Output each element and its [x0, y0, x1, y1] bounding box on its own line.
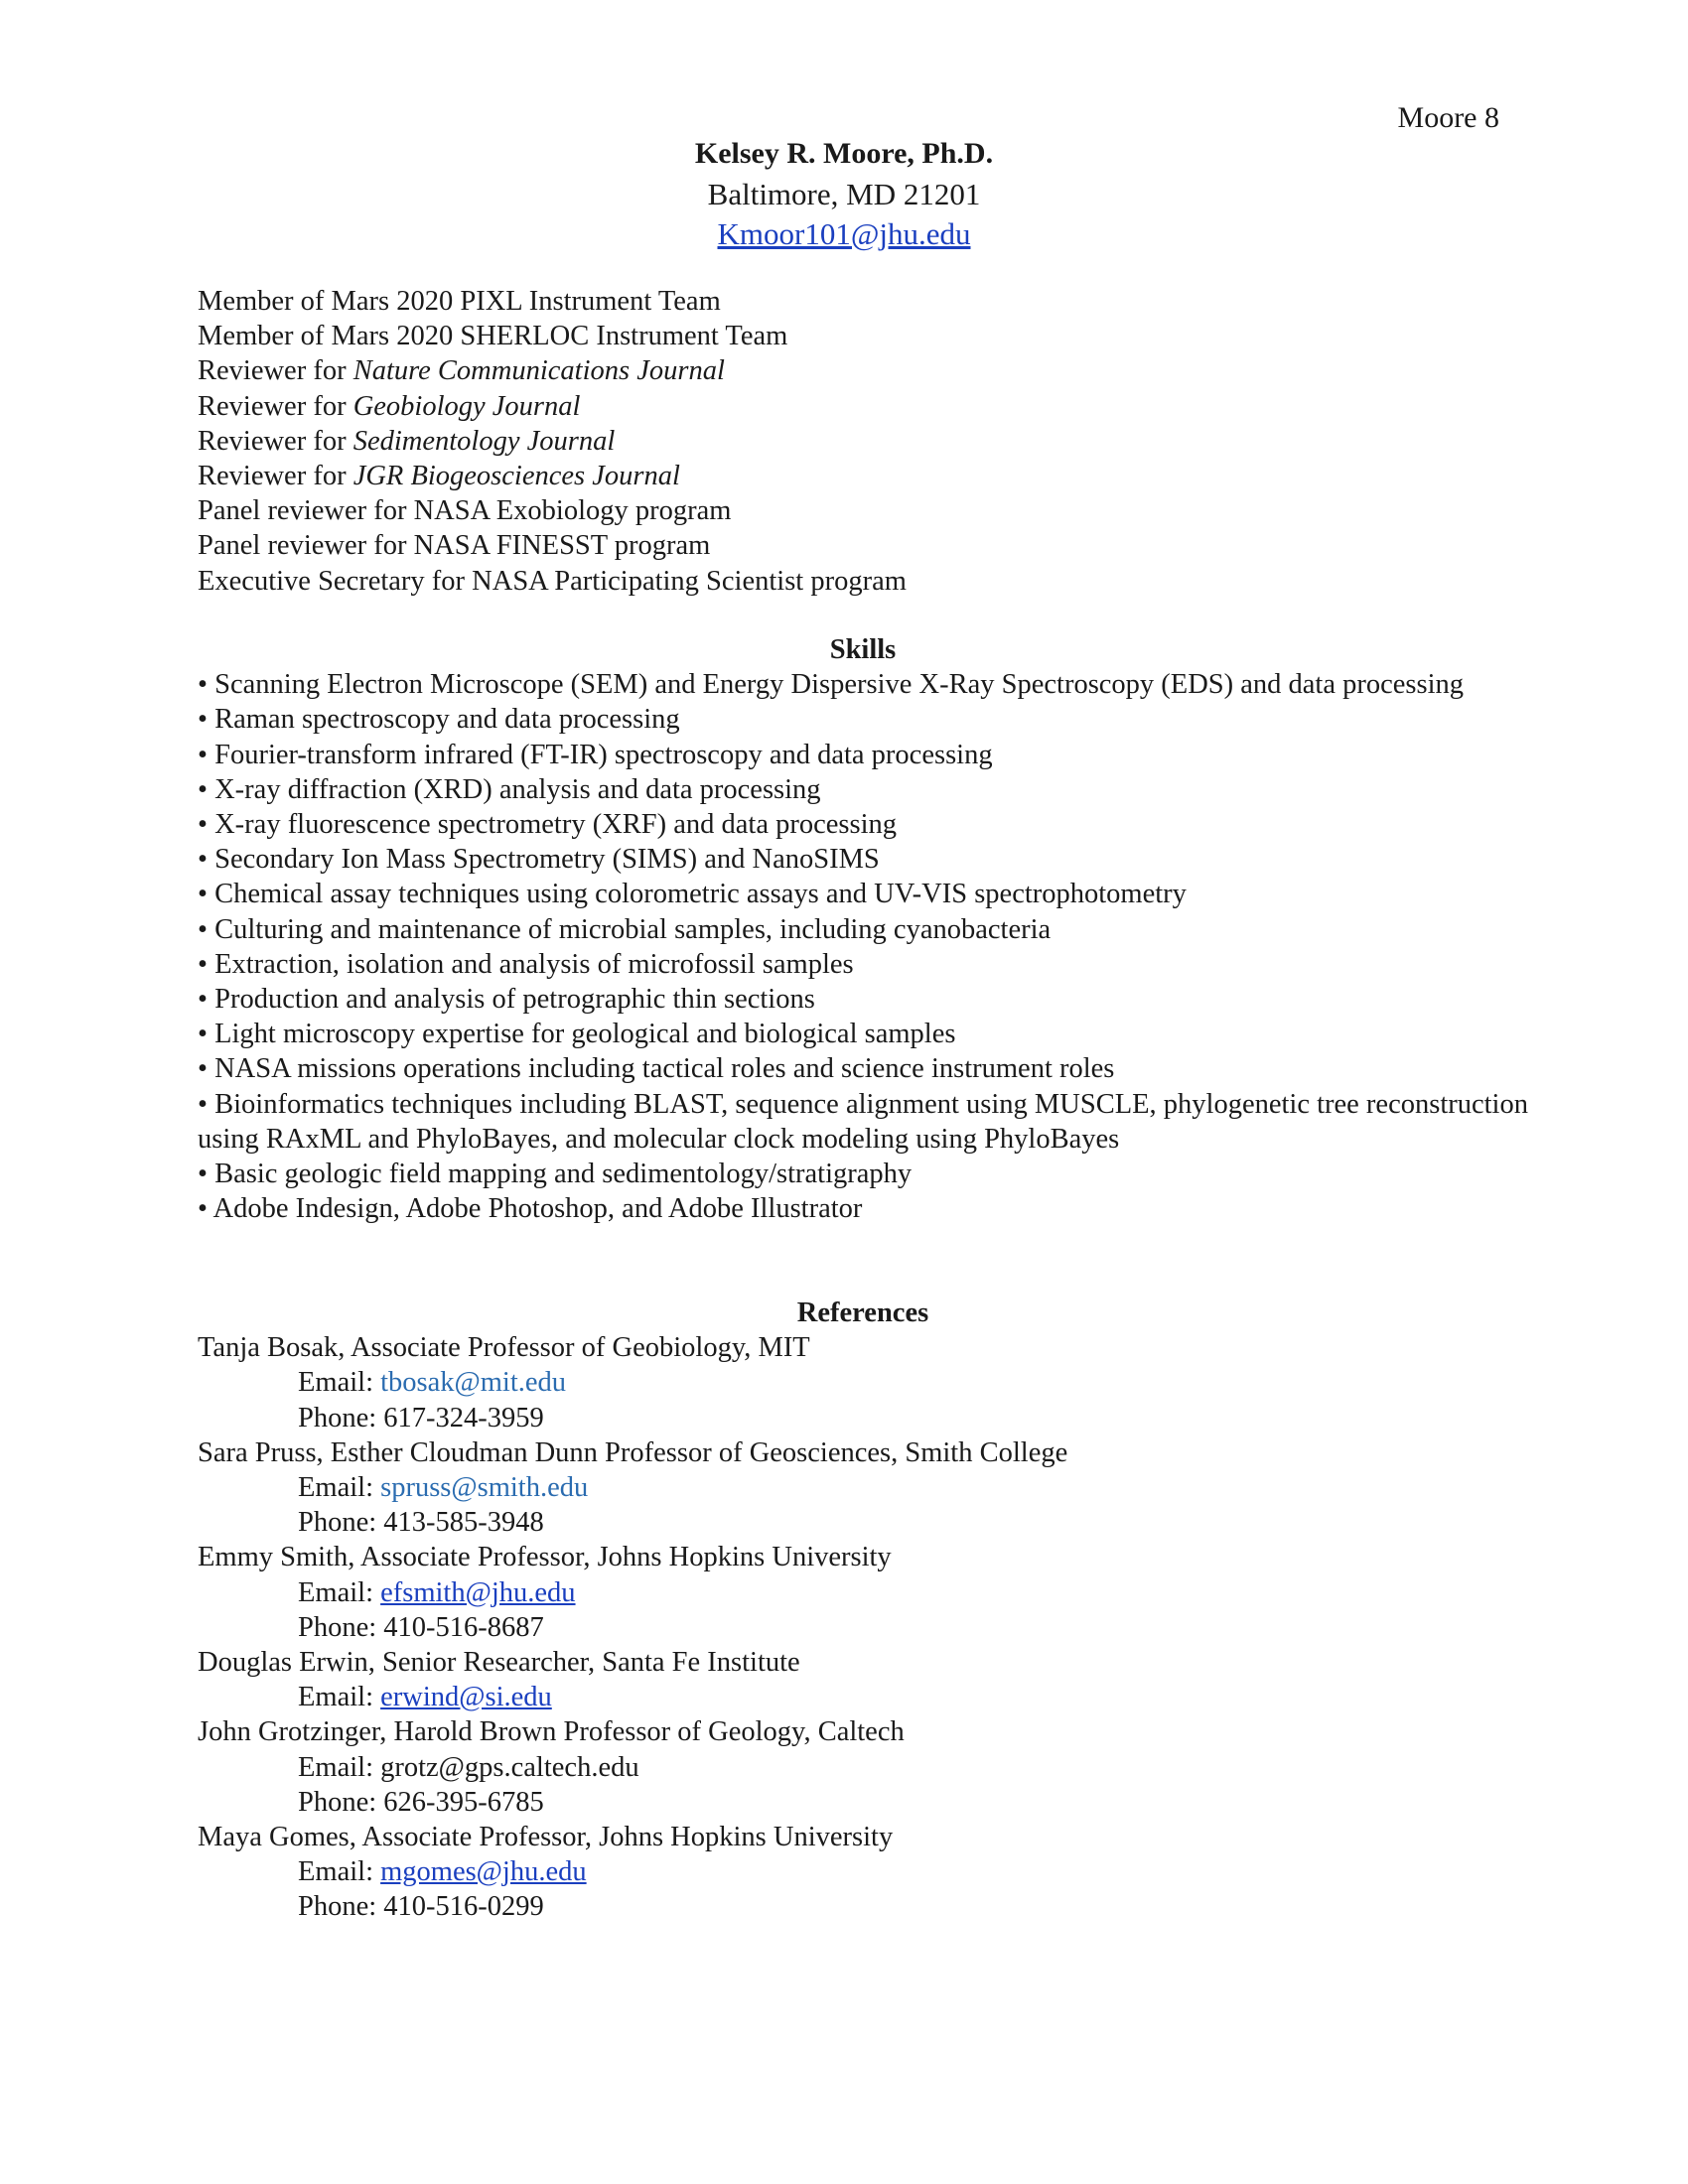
reference-name: Douglas Erwin, Senior Researcher, Santa Fe Institute: [198, 1647, 800, 1679]
author-name: Kelsey R. Moore, Ph.D.: [694, 137, 994, 170]
skill-item: • Raman spectroscopy and data processing: [198, 704, 680, 736]
skill-item: • Light microscopy expertise for geological and biological samples: [198, 1019, 956, 1050]
reference-email: Email: erwind@si.edu: [298, 1682, 552, 1713]
references-section: [198, 1296, 1528, 1925]
reference-email: Email: efsmith@jhu.edu: [298, 1576, 576, 1608]
skill-item: • X-ray diffraction (XRD) analysis and data processing: [198, 773, 821, 805]
skill-item: • Chemical assay techniques using colorometric assays and UV-VIS spectrophotometry: [198, 879, 1187, 910]
skill-item: • Bioinformatics techniques including BLAST, sequence alignment using MUSCLE, phylogenetic tree reconstruction using RAxML and PhyloBayes, and molecular clock modeling using PhyloBayes: [198, 1088, 1528, 1155]
reference-name: John Grotzinger, Harold Brown Professor of Geology, Caltech: [198, 1716, 905, 1748]
service-item: Member of Mars 2020 PIXL Instrument Team: [198, 286, 721, 317]
author-email-link[interactable]: Kmoor101@jhu.edu: [717, 216, 971, 251]
service-item: Reviewer for Nature Communications Journal: [198, 355, 725, 387]
reference-email-link[interactable]: spruss@smith.edu: [380, 1472, 589, 1504]
service-item: Panel reviewer for NASA Exobiology program: [198, 495, 732, 527]
skill-item: • Basic geologic field mapping and sedimentology/stratigraphy: [198, 1159, 913, 1190]
references-heading: References: [796, 1297, 929, 1328]
reference-email-link[interactable]: tbosak@mit.edu: [380, 1367, 567, 1399]
reference-email: Email: spruss@smith.edu: [298, 1472, 589, 1504]
reference-phone: Phone: 413-585-3948: [298, 1507, 544, 1539]
reference-name: Emmy Smith, Associate Professor, Johns Hopkins University: [198, 1542, 892, 1573]
reference-email: Email: tbosak@mit.edu: [298, 1367, 567, 1399]
reference-phone: Phone: 626-395-6785: [298, 1786, 544, 1818]
skill-item: • Culturing and maintenance of microbial samples, including cyanobacteria: [198, 913, 1052, 945]
reference-email-link[interactable]: erwind@si.edu: [380, 1682, 552, 1713]
reference-name: Maya Gomes, Associate Professor, Johns Hopkins University: [198, 1822, 894, 1853]
running-head: Moore 8: [1397, 101, 1499, 134]
reference-phone: Phone: 617-324-3959: [298, 1402, 544, 1433]
reference-email-text: grotz@gps.caltech.edu: [380, 1751, 639, 1783]
skill-item: • Extraction, isolation and analysis of microfossil samples: [198, 948, 854, 980]
service-item: Reviewer for JGR Biogeosciences Journal: [198, 461, 680, 492]
service-item: Reviewer for Geobiology Journal: [198, 390, 581, 422]
service-item: Executive Secretary for NASA Participating Scientist program: [198, 565, 907, 597]
reference-email: Email: grotz@gps.caltech.edu: [298, 1751, 639, 1783]
reference-phone: Phone: 410-516-8687: [298, 1611, 544, 1643]
skill-item: • Fourier-transform infrared (FT-IR) spectroscopy and data processing: [198, 739, 993, 770]
reference-name: Tanja Bosak, Associate Professor of Geobiology, MIT: [198, 1332, 810, 1364]
skill-item: • Production and analysis of petrographic thin sections: [198, 984, 815, 1016]
skills-heading: Skills: [829, 634, 897, 665]
skill-item: • Scanning Electron Microscope (SEM) and Energy Dispersive X-Ray Spectroscopy (EDS) and data processing: [198, 669, 1465, 701]
skill-item: • Secondary Ion Mass Spectrometry (SIMS) and NanoSIMS: [198, 844, 880, 876]
reference-email: Email: mgomes@jhu.edu: [298, 1856, 587, 1888]
reference-email-link[interactable]: mgomes@jhu.edu: [380, 1856, 587, 1888]
skills-section: [198, 632, 1528, 1226]
reference-phone: Phone: 410-516-0299: [298, 1891, 544, 1923]
service-list: [198, 284, 1528, 599]
skill-item: • Adobe Indesign, Adobe Photoshop, and Adobe Illustrator: [198, 1193, 863, 1225]
author-location: Baltimore, MD 21201: [707, 177, 981, 211]
service-item: Panel reviewer for NASA FINESST program: [198, 530, 711, 562]
reference-name: Sara Pruss, Esther Cloudman Dunn Professor of Geosciences, Smith College: [198, 1436, 1068, 1468]
service-item: Member of Mars 2020 SHERLOC Instrument Team: [198, 321, 788, 352]
reference-email-link[interactable]: efsmith@jhu.edu: [380, 1576, 576, 1608]
cv-header: [0, 133, 1688, 254]
service-item: Reviewer for Sedimentology Journal: [198, 425, 616, 457]
skill-item: • NASA missions operations including tactical roles and science instrument roles: [198, 1053, 1115, 1085]
skill-item: • X-ray fluorescence spectrometry (XRF) and data processing: [198, 809, 898, 841]
